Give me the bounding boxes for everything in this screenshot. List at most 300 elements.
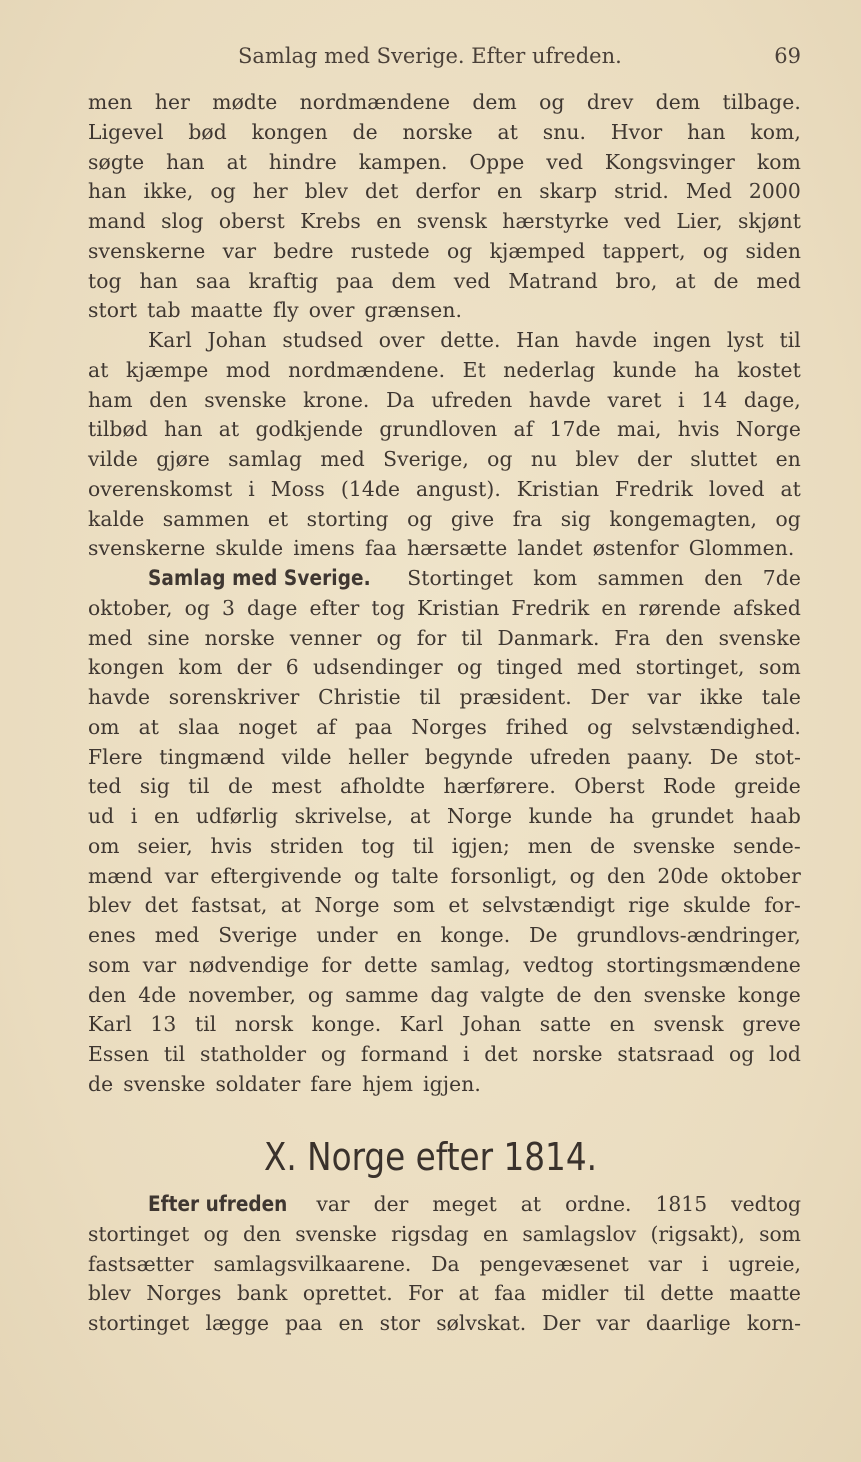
word: en <box>376 209 402 233</box>
word: tilbød <box>88 417 148 442</box>
word: oktober, <box>88 595 173 620</box>
word: mod <box>225 357 271 382</box>
word: mand <box>88 209 146 233</box>
word: her <box>154 90 190 114</box>
word: over <box>308 298 355 323</box>
word: og <box>184 595 210 620</box>
word: det <box>484 1042 518 1066</box>
word: norske <box>402 119 473 144</box>
word: Fredrik <box>511 595 590 620</box>
chapter-heading: X. Norge efter 1814. <box>263 1135 598 1179</box>
word: men <box>527 833 573 858</box>
word: blev <box>88 893 132 918</box>
word: samme <box>345 982 419 1007</box>
word: Sverige, <box>383 447 469 471</box>
word: oprettet. <box>302 1281 393 1306</box>
word: de <box>556 982 582 1007</box>
word: østenfor <box>592 536 679 561</box>
word: selvstændigt <box>482 893 615 918</box>
word: sig <box>139 774 170 799</box>
text-line <box>88 267 801 297</box>
word: og <box>775 506 801 531</box>
running-header <box>88 44 801 74</box>
word: Han <box>516 328 560 352</box>
word: Kristian <box>516 476 600 501</box>
word: forsonligt, <box>450 863 558 888</box>
word: 20de <box>657 863 709 888</box>
word: den <box>88 982 127 1007</box>
word: ufreden <box>529 744 611 769</box>
word: i <box>701 1251 709 1276</box>
word: svenske <box>632 833 716 858</box>
word: snu. <box>542 119 587 144</box>
word: en <box>775 447 801 471</box>
word: 2000 <box>748 179 801 204</box>
word: havde <box>528 387 591 412</box>
word: den <box>704 566 743 590</box>
text-line <box>88 1010 801 1040</box>
word: de <box>713 268 739 293</box>
word: rustede <box>350 238 430 263</box>
main-text <box>88 88 801 1100</box>
word: Kongsvinger <box>604 149 735 174</box>
word: til <box>163 1042 186 1066</box>
word: mænd <box>88 863 153 888</box>
word: her <box>252 179 288 204</box>
word: Rode <box>662 774 716 799</box>
word: skulde <box>215 536 284 561</box>
word: vilde <box>88 447 138 471</box>
word: de <box>227 774 254 799</box>
word: Norge <box>735 417 801 442</box>
text-line <box>88 148 801 178</box>
word: samlagslov <box>522 1221 637 1246</box>
word: vilde <box>281 744 332 769</box>
word: var <box>648 1251 682 1276</box>
word: Johan <box>462 1012 522 1037</box>
word: svenske <box>718 625 801 650</box>
text-line <box>88 1070 801 1100</box>
word: kjæmpe <box>125 357 209 382</box>
text-line <box>88 475 801 505</box>
word: norsk <box>234 1012 294 1037</box>
word: med <box>756 268 801 293</box>
word: De <box>529 923 558 947</box>
word: om <box>88 714 120 739</box>
word: afholdte <box>339 774 426 799</box>
word: hærsætte <box>406 536 508 561</box>
word: begynde <box>424 744 514 769</box>
word: dage, <box>743 387 801 412</box>
word: nederlag <box>503 357 596 382</box>
word: mai, <box>616 417 662 442</box>
word: 17de <box>549 417 601 442</box>
word: blev <box>304 179 349 204</box>
word: strid. <box>614 179 669 204</box>
word: oktober <box>720 863 801 888</box>
word: greve <box>742 1012 801 1037</box>
word: i <box>248 476 255 501</box>
word: konge <box>737 982 801 1007</box>
word: og <box>407 506 433 531</box>
word: søgte <box>88 149 145 174</box>
word: Norge <box>314 893 380 918</box>
word: kom <box>178 655 223 680</box>
word: rigsdag <box>391 1221 469 1246</box>
word: med <box>577 655 622 680</box>
word: krone. <box>303 387 370 412</box>
word: til <box>461 625 483 650</box>
word: godkjende <box>255 417 364 442</box>
word: dette <box>363 952 418 977</box>
word: et <box>448 893 469 918</box>
word: en <box>483 1221 509 1246</box>
word: et <box>267 506 289 531</box>
word: han <box>687 119 726 144</box>
word: studsed <box>282 328 364 352</box>
text-line <box>88 951 801 981</box>
word: 1815 <box>655 1192 708 1216</box>
word: stor <box>379 1311 421 1335</box>
word: frihed <box>505 714 569 739</box>
word: Glommen. <box>688 536 795 561</box>
word: han <box>164 417 203 442</box>
word: Ligevel <box>88 119 164 144</box>
word: og <box>307 982 334 1007</box>
word: at <box>497 119 518 144</box>
word: under <box>316 923 378 947</box>
word: var <box>316 1192 350 1216</box>
word: ugreie, <box>728 1251 801 1276</box>
word: blev <box>575 447 619 471</box>
word: Kristian <box>417 595 500 620</box>
word: Danmark. <box>497 625 600 650</box>
text-line <box>88 1040 801 1070</box>
word: skjønt <box>737 209 801 233</box>
text-line <box>88 891 801 921</box>
word: november, <box>188 982 297 1007</box>
word: samlag <box>228 447 303 471</box>
word: de <box>590 833 616 858</box>
text-line <box>88 713 801 743</box>
word: tog <box>371 595 406 620</box>
word: sammen <box>597 566 685 590</box>
word: midler <box>541 1281 609 1306</box>
word: Fra <box>614 625 651 650</box>
word: konge. <box>311 1012 382 1037</box>
word: en <box>609 1012 635 1037</box>
word: Flere <box>88 744 143 769</box>
page-number: 69 <box>774 44 801 68</box>
word: De <box>709 744 739 769</box>
word: bank <box>236 1281 288 1306</box>
text-line <box>88 921 801 951</box>
word: svenskerne <box>88 536 206 561</box>
word: formand <box>360 1042 449 1066</box>
word: Stortinget <box>407 566 514 590</box>
word: konge. <box>440 923 511 947</box>
word: mest <box>271 774 322 799</box>
word: grundlovs-ændringer, <box>576 923 801 947</box>
word: For <box>408 1281 444 1306</box>
word: paa <box>354 714 393 739</box>
word: svenske <box>295 1221 377 1246</box>
word: Norge <box>446 804 513 828</box>
word: pengevæsenet <box>479 1251 629 1276</box>
word: og <box>447 238 473 263</box>
word: ikke, <box>143 179 194 204</box>
word: en <box>601 595 627 620</box>
word: og <box>728 1042 755 1066</box>
word: bød <box>188 119 227 144</box>
word: og <box>569 863 595 888</box>
word: men <box>88 90 133 114</box>
word: korn- <box>746 1311 801 1335</box>
word: til <box>419 685 441 709</box>
text-line <box>88 1309 801 1339</box>
word: til <box>412 833 435 858</box>
word: Oppe <box>469 149 525 174</box>
word: der <box>637 447 673 471</box>
word: paa <box>285 1311 323 1335</box>
text-line <box>88 534 801 564</box>
text-line <box>88 624 801 654</box>
text-line <box>88 594 801 624</box>
word: ham <box>88 387 133 412</box>
word: vedtog <box>731 1192 801 1216</box>
word: var <box>647 685 681 709</box>
word: fare <box>310 1071 353 1096</box>
word: venner <box>289 625 362 650</box>
word: han <box>166 149 205 174</box>
word: Da <box>431 1251 460 1276</box>
word: svenske <box>643 982 726 1007</box>
word: de <box>88 1071 114 1096</box>
word: ufreden <box>431 387 513 412</box>
word: kongen <box>251 119 328 144</box>
text-line <box>88 1190 801 1220</box>
text-line <box>88 802 801 832</box>
word: med <box>88 625 133 650</box>
word: ingen <box>652 328 712 352</box>
word: tale <box>761 685 801 709</box>
section-run-in-heading: Samlag med Sverige. <box>148 566 371 590</box>
word: (rigsakt), <box>650 1221 745 1246</box>
text-line <box>88 415 801 445</box>
word: og <box>320 1042 347 1066</box>
word: at <box>409 804 431 828</box>
text-line <box>88 356 801 386</box>
text-line <box>88 326 801 356</box>
word: hindre <box>268 149 337 174</box>
word: nordmændene. <box>288 357 446 382</box>
word: han <box>139 268 178 293</box>
word: statholder <box>199 1042 307 1066</box>
word: at <box>458 1281 479 1306</box>
word: grænsen. <box>364 298 463 323</box>
word: loved <box>708 476 765 501</box>
word: lod <box>769 1042 801 1066</box>
word: fly <box>272 298 299 323</box>
word: fastsat, <box>191 893 268 918</box>
word: sammen <box>162 506 250 531</box>
word: kom <box>533 566 578 590</box>
word: Moss <box>270 476 325 501</box>
word: kampen. <box>358 149 448 174</box>
word: samlag, <box>430 952 511 977</box>
word: norske <box>532 1042 603 1066</box>
word: tog <box>361 833 395 858</box>
word: heller <box>348 744 409 769</box>
word: Norges <box>146 1281 222 1306</box>
word: en <box>338 1311 364 1335</box>
word: at <box>280 893 302 918</box>
word: kom, <box>750 119 801 144</box>
word: dem <box>472 90 517 114</box>
word: kraftig <box>248 268 319 293</box>
word: grundloven <box>379 417 498 442</box>
word: og <box>587 714 613 739</box>
text-line <box>88 743 801 773</box>
text-line <box>88 1250 801 1280</box>
word: fra <box>512 506 543 531</box>
word: kunde <box>612 357 677 382</box>
word: slaa <box>177 714 220 739</box>
word: afsked <box>733 595 801 620</box>
word: den <box>242 1221 282 1246</box>
word: som <box>759 1221 801 1246</box>
word: og <box>456 655 483 680</box>
word: skarp <box>539 179 598 204</box>
word: at <box>218 417 240 442</box>
word: nødvendige <box>188 952 310 977</box>
text-line <box>88 296 801 326</box>
word: for <box>416 625 447 650</box>
word: dette. <box>440 328 501 352</box>
word: Med <box>685 179 732 204</box>
word: der <box>373 1192 409 1216</box>
word: bro, <box>615 268 658 293</box>
word: Norges <box>411 714 487 739</box>
word: at <box>520 1192 542 1216</box>
word: tilbage. <box>722 90 801 114</box>
word: 13 <box>150 1012 177 1037</box>
word: bedre <box>273 238 334 263</box>
word: hvis <box>677 417 720 442</box>
word: præsident. <box>459 685 572 709</box>
text-line <box>88 1279 801 1309</box>
word: hærførere. <box>443 774 556 799</box>
word: gjøre <box>156 447 210 471</box>
word: den <box>665 625 704 650</box>
word: som <box>758 655 801 680</box>
word: skulde <box>683 893 751 918</box>
word: sluttet <box>690 447 758 471</box>
word: den <box>149 387 188 412</box>
word: storting <box>306 506 389 531</box>
word: Sverige <box>218 923 298 947</box>
word: give <box>450 506 495 531</box>
word: derfor <box>415 179 481 204</box>
word: havde <box>88 685 151 709</box>
word: Der <box>590 685 629 709</box>
word: kom <box>756 149 801 174</box>
word: var <box>222 238 257 263</box>
word: kongen <box>88 655 165 680</box>
text-line <box>88 237 801 267</box>
word: stort <box>88 298 138 323</box>
text-line <box>88 207 801 237</box>
word: varet <box>607 387 662 412</box>
word: drev <box>586 90 634 114</box>
chapter-text <box>88 1190 801 1339</box>
word: udførlig <box>195 804 279 828</box>
word: en <box>154 804 180 828</box>
word: at <box>675 268 696 293</box>
word: sorenskriver <box>168 685 300 709</box>
word: vedtog <box>523 952 594 977</box>
word: fastsætter <box>88 1251 194 1276</box>
word: og <box>487 447 513 471</box>
word: for- <box>764 893 801 918</box>
word: at <box>226 149 248 174</box>
text-line <box>88 118 801 148</box>
word: og <box>353 863 380 888</box>
word: kostet <box>737 357 801 382</box>
text-line <box>88 505 801 535</box>
word: rørende <box>638 595 722 620</box>
text-line <box>88 832 801 862</box>
word: nordmændene <box>299 90 451 114</box>
word: enes <box>88 923 136 947</box>
word: paa <box>336 268 374 293</box>
word: stortingsmændene <box>606 952 801 977</box>
word: de <box>352 119 378 144</box>
word: siden <box>745 238 801 263</box>
word: den <box>607 863 646 888</box>
text-line <box>88 683 801 713</box>
word: til <box>779 328 801 352</box>
word: svenske <box>123 1071 206 1096</box>
word: angust). <box>415 476 501 501</box>
word: til <box>194 1012 217 1037</box>
word: landet <box>517 536 583 561</box>
word: stortinget, <box>635 655 745 680</box>
word: stortinget <box>88 1221 190 1246</box>
text-line <box>88 981 801 1011</box>
word: der <box>236 655 272 680</box>
word: i <box>678 387 685 412</box>
word: kongemagten, <box>609 506 758 531</box>
word: hærstyrke <box>502 209 610 233</box>
word: Karl <box>148 328 192 352</box>
word: kjæmped <box>489 238 586 263</box>
word: talte <box>391 863 439 888</box>
word: tingmænd <box>159 744 266 769</box>
word: skrivelse, <box>294 804 394 828</box>
word: og <box>702 238 729 263</box>
word: var <box>164 863 199 888</box>
word: var <box>596 1311 630 1335</box>
word: Lier, <box>676 209 723 233</box>
word: at <box>780 476 801 501</box>
word: grundet <box>651 804 734 828</box>
word: Karl <box>399 1012 444 1037</box>
word: mødte <box>212 90 278 114</box>
word: tappert, <box>602 238 686 263</box>
word: 14 <box>701 387 728 412</box>
word: svensk <box>416 209 487 233</box>
